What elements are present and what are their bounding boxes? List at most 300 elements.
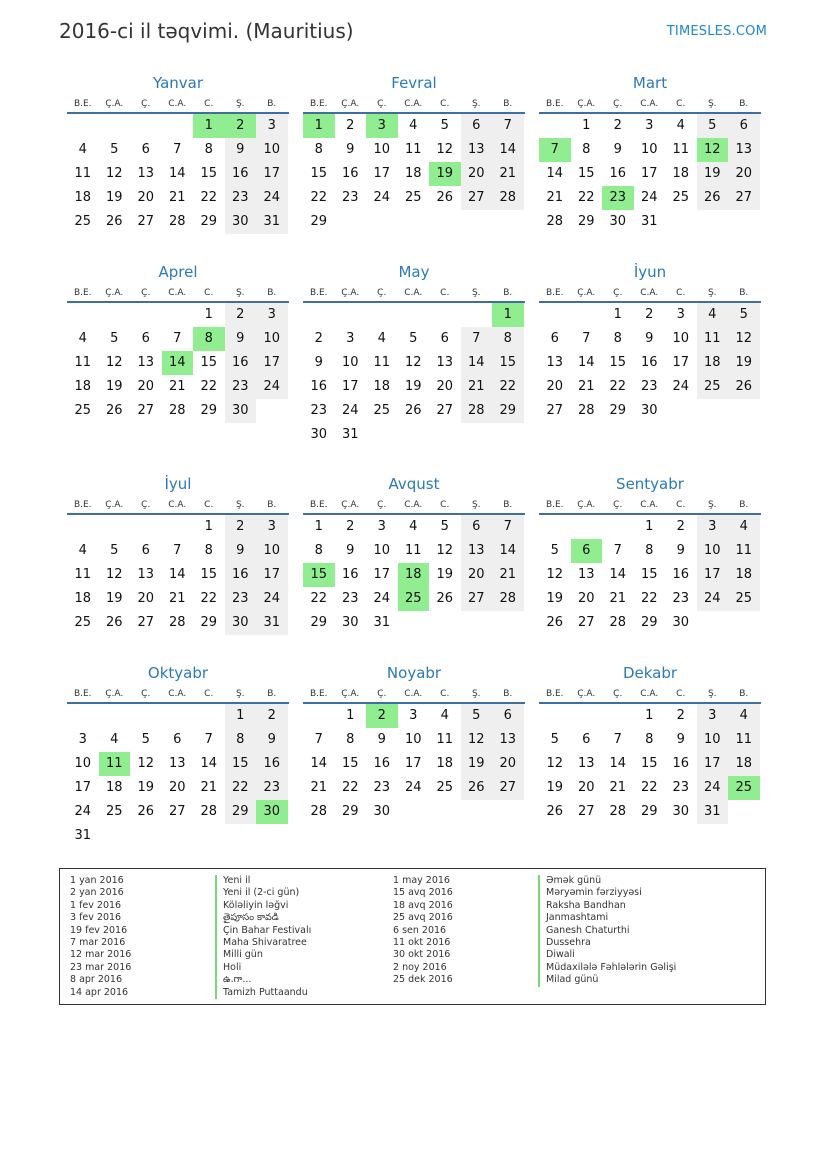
day-cell[interactable]: 20 (546, 379, 564, 394)
day-cell[interactable]: 2 (225, 114, 257, 138)
day-cell[interactable]: 17 (373, 166, 391, 181)
day-cell[interactable]: 28 (168, 615, 186, 630)
day-cell[interactable]: 13 (492, 728, 524, 752)
day-cell[interactable]: 3 (366, 114, 398, 138)
day-cell[interactable]: 25 (697, 375, 729, 399)
day-cell[interactable]: 17 (640, 166, 658, 181)
day-cell[interactable]: 2 (676, 519, 685, 534)
day-cell[interactable]: 29 (200, 615, 218, 630)
day-cell[interactable]: 18 (404, 166, 422, 181)
day-cell[interactable]: 19 (436, 567, 454, 582)
day-cell[interactable]: 7 (492, 515, 524, 539)
day-cell[interactable]: 31 (74, 828, 92, 843)
day-cell[interactable]: 15 (577, 166, 595, 181)
day-cell[interactable]: 30 (225, 210, 257, 234)
day-cell[interactable]: 6 (141, 142, 150, 157)
day-cell[interactable]: 21 (168, 591, 186, 606)
day-cell[interactable]: 18 (728, 752, 760, 776)
day-cell[interactable]: 10 (373, 543, 391, 558)
day-cell[interactable]: 3 (256, 303, 288, 327)
day-cell[interactable]: 9 (676, 543, 685, 558)
day-cell[interactable]: 3 (256, 114, 288, 138)
day-cell[interactable]: 29 (640, 804, 658, 819)
day-cell[interactable]: 17 (672, 355, 690, 370)
day-cell[interactable]: 15 (640, 567, 658, 582)
day-cell[interactable]: 9 (314, 355, 323, 370)
day-cell[interactable]: 22 (609, 379, 627, 394)
day-cell[interactable]: 20 (137, 379, 155, 394)
day-cell[interactable]: 29 (200, 403, 218, 418)
day-cell[interactable]: 14 (609, 756, 627, 771)
day-cell[interactable]: 13 (168, 756, 186, 771)
day-cell[interactable]: 22 (225, 776, 257, 800)
day-cell[interactable]: 28 (310, 804, 328, 819)
day-cell[interactable]: 27 (461, 587, 493, 611)
day-cell[interactable]: 31 (697, 800, 729, 824)
day-cell[interactable]: 23 (602, 186, 634, 210)
day-cell[interactable]: 5 (697, 114, 729, 138)
day-cell[interactable]: 15 (303, 563, 335, 587)
day-cell[interactable]: 13 (577, 567, 595, 582)
day-cell[interactable]: 11 (74, 166, 92, 181)
day-cell[interactable]: 3 (645, 118, 654, 133)
day-cell[interactable]: 7 (461, 327, 493, 351)
day-cell[interactable]: 1 (346, 708, 355, 723)
day-cell[interactable]: 11 (404, 543, 422, 558)
day-cell[interactable]: 21 (168, 379, 186, 394)
day-cell[interactable]: 22 (341, 780, 359, 795)
day-cell[interactable]: 10 (256, 138, 288, 162)
day-cell[interactable]: 27 (137, 403, 155, 418)
day-cell[interactable]: 21 (310, 780, 328, 795)
day-cell[interactable]: 21 (609, 780, 627, 795)
day-cell[interactable]: 20 (137, 190, 155, 205)
day-cell[interactable]: 4 (440, 708, 449, 723)
day-cell[interactable]: 26 (546, 615, 564, 630)
day-cell[interactable]: 27 (137, 615, 155, 630)
day-cell[interactable]: 29 (492, 399, 524, 423)
day-cell[interactable]: 12 (728, 327, 760, 351)
day-cell[interactable]: 2 (645, 307, 654, 322)
day-cell[interactable]: 8 (492, 327, 524, 351)
day-cell[interactable]: 12 (404, 355, 422, 370)
day-cell[interactable]: 23 (256, 776, 288, 800)
day-cell[interactable]: 1 (645, 708, 654, 723)
day-cell[interactable]: 14 (546, 166, 564, 181)
day-cell[interactable]: 13 (137, 166, 155, 181)
day-cell[interactable]: 24 (640, 190, 658, 205)
day-cell[interactable]: 3 (256, 515, 288, 539)
day-cell[interactable]: 11 (74, 355, 92, 370)
day-cell[interactable]: 18 (398, 563, 430, 587)
day-cell[interactable]: 21 (168, 190, 186, 205)
day-cell[interactable]: 4 (409, 118, 418, 133)
day-cell[interactable]: 10 (697, 728, 729, 752)
day-cell[interactable]: 13 (461, 539, 493, 563)
day-cell[interactable]: 26 (546, 804, 564, 819)
day-cell[interactable]: 28 (492, 587, 524, 611)
day-cell[interactable]: 22 (577, 190, 595, 205)
day-cell[interactable]: 18 (74, 379, 92, 394)
day-cell[interactable]: 24 (373, 591, 391, 606)
day-cell[interactable]: 12 (105, 166, 123, 181)
day-cell[interactable]: 29 (310, 214, 328, 229)
day-cell[interactable]: 1 (204, 307, 213, 322)
day-cell[interactable]: 17 (697, 563, 729, 587)
day-cell[interactable]: 10 (672, 331, 690, 346)
day-cell[interactable]: 3 (377, 519, 386, 534)
day-cell[interactable]: 5 (141, 732, 150, 747)
day-cell[interactable]: 26 (697, 186, 729, 210)
day-cell[interactable]: 12 (546, 756, 564, 771)
day-cell[interactable]: 24 (74, 804, 92, 819)
day-cell[interactable]: 27 (577, 615, 595, 630)
day-cell[interactable]: 19 (546, 591, 564, 606)
day-cell[interactable]: 18 (373, 379, 391, 394)
day-cell[interactable]: 23 (640, 379, 658, 394)
day-cell[interactable]: 19 (728, 351, 760, 375)
day-cell[interactable]: 17 (256, 563, 288, 587)
day-cell[interactable]: 27 (436, 403, 454, 418)
day-cell[interactable]: 26 (105, 615, 123, 630)
day-cell[interactable]: 14 (577, 355, 595, 370)
day-cell[interactable]: 5 (110, 331, 119, 346)
day-cell[interactable]: 21 (577, 379, 595, 394)
day-cell[interactable]: 13 (137, 355, 155, 370)
brand-link[interactable]: TIMESLES.COM (666, 24, 767, 39)
day-cell[interactable]: 12 (461, 728, 493, 752)
day-cell[interactable]: 22 (310, 591, 328, 606)
day-cell[interactable]: 16 (609, 166, 627, 181)
day-cell[interactable]: 11 (404, 142, 422, 157)
day-cell[interactable]: 20 (436, 379, 454, 394)
day-cell[interactable]: 8 (193, 327, 225, 351)
day-cell[interactable]: 27 (546, 403, 564, 418)
day-cell[interactable]: 18 (105, 780, 123, 795)
day-cell[interactable]: 26 (404, 403, 422, 418)
day-cell[interactable]: 26 (461, 776, 493, 800)
day-cell[interactable]: 6 (492, 704, 524, 728)
day-cell[interactable]: 25 (74, 403, 92, 418)
day-cell[interactable]: 29 (341, 804, 359, 819)
day-cell[interactable]: 11 (672, 142, 690, 157)
day-cell[interactable]: 22 (200, 379, 218, 394)
day-cell[interactable]: 9 (346, 142, 355, 157)
day-cell[interactable]: 2 (613, 118, 622, 133)
day-cell[interactable]: 2 (256, 704, 288, 728)
day-cell[interactable]: 7 (539, 138, 571, 162)
day-cell[interactable]: 9 (225, 539, 257, 563)
day-cell[interactable]: 25 (728, 776, 760, 800)
day-cell[interactable]: 4 (110, 732, 119, 747)
day-cell[interactable]: 26 (105, 403, 123, 418)
day-cell[interactable]: 3 (78, 732, 87, 747)
day-cell[interactable]: 30 (310, 427, 328, 442)
day-cell[interactable]: 20 (492, 752, 524, 776)
day-cell[interactable]: 11 (373, 355, 391, 370)
day-cell[interactable]: 15 (225, 752, 257, 776)
day-cell[interactable]: 23 (225, 587, 257, 611)
day-cell[interactable]: 10 (256, 539, 288, 563)
day-cell[interactable]: 6 (461, 114, 493, 138)
day-cell[interactable]: 8 (225, 728, 257, 752)
day-cell[interactable]: 31 (256, 611, 288, 635)
day-cell[interactable]: 14 (200, 756, 218, 771)
day-cell[interactable]: 6 (550, 331, 559, 346)
day-cell[interactable]: 18 (74, 190, 92, 205)
day-cell[interactable]: 3 (697, 704, 729, 728)
day-cell[interactable]: 14 (492, 539, 524, 563)
day-cell[interactable]: 12 (105, 567, 123, 582)
day-cell[interactable]: 30 (672, 804, 690, 819)
day-cell[interactable]: 30 (373, 804, 391, 819)
day-cell[interactable]: 9 (225, 327, 257, 351)
day-cell[interactable]: 28 (609, 615, 627, 630)
day-cell[interactable]: 20 (461, 162, 493, 186)
day-cell[interactable]: 3 (409, 708, 418, 723)
day-cell[interactable]: 24 (697, 776, 729, 800)
day-cell[interactable]: 11 (697, 327, 729, 351)
day-cell[interactable]: 14 (310, 756, 328, 771)
day-cell[interactable]: 30 (672, 615, 690, 630)
day-cell[interactable]: 17 (697, 752, 729, 776)
day-cell[interactable]: 7 (613, 732, 622, 747)
day-cell[interactable]: 8 (346, 732, 355, 747)
day-cell[interactable]: 31 (256, 210, 288, 234)
day-cell[interactable]: 24 (256, 186, 288, 210)
day-cell[interactable]: 6 (582, 732, 591, 747)
day-cell[interactable]: 1 (492, 303, 524, 327)
day-cell[interactable]: 30 (640, 403, 658, 418)
day-cell[interactable]: 12 (697, 138, 729, 162)
day-cell[interactable]: 21 (461, 375, 493, 399)
day-cell[interactable]: 26 (105, 214, 123, 229)
day-cell[interactable]: 27 (168, 804, 186, 819)
day-cell[interactable]: 24 (404, 780, 422, 795)
day-cell[interactable]: 24 (697, 587, 729, 611)
day-cell[interactable]: 12 (105, 355, 123, 370)
day-cell[interactable]: 12 (137, 756, 155, 771)
day-cell[interactable]: 4 (78, 142, 87, 157)
day-cell[interactable]: 19 (546, 780, 564, 795)
day-cell[interactable]: 18 (697, 351, 729, 375)
day-cell[interactable]: 17 (256, 162, 288, 186)
day-cell[interactable]: 8 (314, 142, 323, 157)
day-cell[interactable]: 18 (436, 756, 454, 771)
day-cell[interactable]: 1 (204, 519, 213, 534)
day-cell[interactable]: 9 (613, 142, 622, 157)
day-cell[interactable]: 1 (613, 307, 622, 322)
day-cell[interactable]: 26 (137, 804, 155, 819)
day-cell[interactable]: 19 (105, 591, 123, 606)
day-cell[interactable]: 8 (314, 543, 323, 558)
day-cell[interactable]: 29 (609, 403, 627, 418)
day-cell[interactable]: 16 (640, 355, 658, 370)
day-cell[interactable]: 14 (162, 351, 194, 375)
day-cell[interactable]: 22 (492, 375, 524, 399)
day-cell[interactable]: 25 (728, 587, 760, 611)
day-cell[interactable]: 16 (341, 567, 359, 582)
day-cell[interactable]: 17 (341, 379, 359, 394)
day-cell[interactable]: 28 (168, 214, 186, 229)
day-cell[interactable]: 8 (645, 543, 654, 558)
day-cell[interactable]: 1 (193, 114, 225, 138)
day-cell[interactable]: 7 (173, 543, 182, 558)
day-cell[interactable]: 30 (256, 800, 288, 824)
day-cell[interactable]: 27 (577, 804, 595, 819)
day-cell[interactable]: 24 (256, 375, 288, 399)
day-cell[interactable]: 5 (550, 543, 559, 558)
day-cell[interactable]: 31 (640, 214, 658, 229)
day-cell[interactable]: 14 (609, 567, 627, 582)
day-cell[interactable]: 31 (341, 427, 359, 442)
day-cell[interactable]: 20 (728, 162, 760, 186)
day-cell[interactable]: 2 (314, 331, 323, 346)
day-cell[interactable]: 13 (728, 138, 760, 162)
day-cell[interactable]: 9 (645, 331, 654, 346)
day-cell[interactable]: 1 (582, 118, 591, 133)
day-cell[interactable]: 3 (697, 515, 729, 539)
day-cell[interactable]: 10 (640, 142, 658, 157)
day-cell[interactable]: 9 (377, 732, 386, 747)
day-cell[interactable]: 29 (640, 615, 658, 630)
day-cell[interactable]: 28 (546, 214, 564, 229)
day-cell[interactable]: 13 (546, 355, 564, 370)
day-cell[interactable]: 30 (225, 399, 257, 423)
day-cell[interactable]: 6 (728, 114, 760, 138)
day-cell[interactable]: 10 (697, 539, 729, 563)
day-cell[interactable]: 1 (225, 704, 257, 728)
day-cell[interactable]: 20 (137, 591, 155, 606)
day-cell[interactable]: 2 (346, 519, 355, 534)
day-cell[interactable]: 10 (404, 732, 422, 747)
day-cell[interactable]: 25 (672, 190, 690, 205)
day-cell[interactable]: 5 (461, 704, 493, 728)
day-cell[interactable]: 19 (404, 379, 422, 394)
day-cell[interactable]: 25 (398, 587, 430, 611)
day-cell[interactable]: 27 (461, 186, 493, 210)
day-cell[interactable]: 25 (74, 615, 92, 630)
day-cell[interactable]: 7 (204, 732, 213, 747)
day-cell[interactable]: 26 (436, 190, 454, 205)
day-cell[interactable]: 5 (550, 732, 559, 747)
day-cell[interactable]: 8 (582, 142, 591, 157)
day-cell[interactable]: 19 (105, 379, 123, 394)
day-cell[interactable]: 19 (429, 162, 461, 186)
day-cell[interactable]: 26 (436, 591, 454, 606)
day-cell[interactable]: 6 (440, 331, 449, 346)
day-cell[interactable]: 5 (409, 331, 418, 346)
day-cell[interactable]: 15 (640, 756, 658, 771)
day-cell[interactable]: 15 (200, 166, 218, 181)
day-cell[interactable]: 16 (256, 752, 288, 776)
day-cell[interactable]: 20 (461, 563, 493, 587)
day-cell[interactable]: 11 (728, 539, 760, 563)
day-cell[interactable]: 12 (436, 543, 454, 558)
day-cell[interactable]: 24 (256, 587, 288, 611)
day-cell[interactable]: 4 (697, 303, 729, 327)
day-cell[interactable]: 5 (110, 543, 119, 558)
day-cell[interactable]: 14 (168, 166, 186, 181)
day-cell[interactable]: 8 (645, 732, 654, 747)
day-cell[interactable]: 5 (110, 142, 119, 157)
day-cell[interactable]: 3 (676, 307, 685, 322)
day-cell[interactable]: 9 (256, 728, 288, 752)
day-cell[interactable]: 8 (204, 142, 213, 157)
day-cell[interactable]: 15 (609, 355, 627, 370)
day-cell[interactable]: 18 (728, 563, 760, 587)
day-cell[interactable]: 4 (409, 519, 418, 534)
day-cell[interactable]: 6 (173, 732, 182, 747)
day-cell[interactable]: 7 (582, 331, 591, 346)
day-cell[interactable]: 28 (461, 399, 493, 423)
day-cell[interactable]: 24 (672, 379, 690, 394)
day-cell[interactable]: 23 (310, 403, 328, 418)
day-cell[interactable]: 25 (74, 214, 92, 229)
day-cell[interactable]: 16 (341, 166, 359, 181)
day-cell[interactable]: 23 (672, 591, 690, 606)
day-cell[interactable]: 9 (346, 543, 355, 558)
day-cell[interactable]: 4 (78, 331, 87, 346)
day-cell[interactable]: 24 (373, 190, 391, 205)
day-cell[interactable]: 4 (676, 118, 685, 133)
day-cell[interactable]: 11 (436, 732, 454, 747)
day-cell[interactable]: 22 (200, 591, 218, 606)
day-cell[interactable]: 2 (366, 704, 398, 728)
day-cell[interactable]: 13 (461, 138, 493, 162)
day-cell[interactable]: 6 (141, 331, 150, 346)
day-cell[interactable]: 14 (492, 138, 524, 162)
day-cell[interactable]: 10 (256, 327, 288, 351)
day-cell[interactable]: 28 (609, 804, 627, 819)
day-cell[interactable]: 16 (373, 756, 391, 771)
day-cell[interactable]: 30 (609, 214, 627, 229)
day-cell[interactable]: 21 (609, 591, 627, 606)
day-cell[interactable]: 22 (640, 591, 658, 606)
day-cell[interactable]: 16 (225, 162, 257, 186)
day-cell[interactable]: 5 (728, 303, 760, 327)
day-cell[interactable]: 5 (440, 519, 449, 534)
day-cell[interactable]: 13 (577, 756, 595, 771)
day-cell[interactable]: 13 (137, 567, 155, 582)
day-cell[interactable]: 9 (676, 732, 685, 747)
day-cell[interactable]: 19 (697, 162, 729, 186)
day-cell[interactable]: 31 (373, 615, 391, 630)
day-cell[interactable]: 3 (346, 331, 355, 346)
day-cell[interactable]: 25 (373, 403, 391, 418)
day-cell[interactable]: 13 (436, 355, 454, 370)
day-cell[interactable]: 2 (225, 515, 257, 539)
day-cell[interactable]: 5 (440, 118, 449, 133)
day-cell[interactable]: 12 (546, 567, 564, 582)
day-cell[interactable]: 23 (341, 591, 359, 606)
day-cell[interactable]: 10 (373, 142, 391, 157)
day-cell[interactable]: 7 (613, 543, 622, 558)
day-cell[interactable]: 29 (577, 214, 595, 229)
day-cell[interactable]: 22 (310, 190, 328, 205)
day-cell[interactable]: 16 (225, 351, 257, 375)
day-cell[interactable]: 27 (492, 776, 524, 800)
day-cell[interactable]: 6 (141, 543, 150, 558)
day-cell[interactable]: 17 (373, 567, 391, 582)
day-cell[interactable]: 15 (200, 567, 218, 582)
day-cell[interactable]: 6 (571, 539, 603, 563)
day-cell[interactable]: 14 (461, 351, 493, 375)
day-cell[interactable]: 25 (105, 804, 123, 819)
day-cell[interactable]: 8 (204, 543, 213, 558)
day-cell[interactable]: 16 (672, 567, 690, 582)
day-cell[interactable]: 21 (546, 190, 564, 205)
